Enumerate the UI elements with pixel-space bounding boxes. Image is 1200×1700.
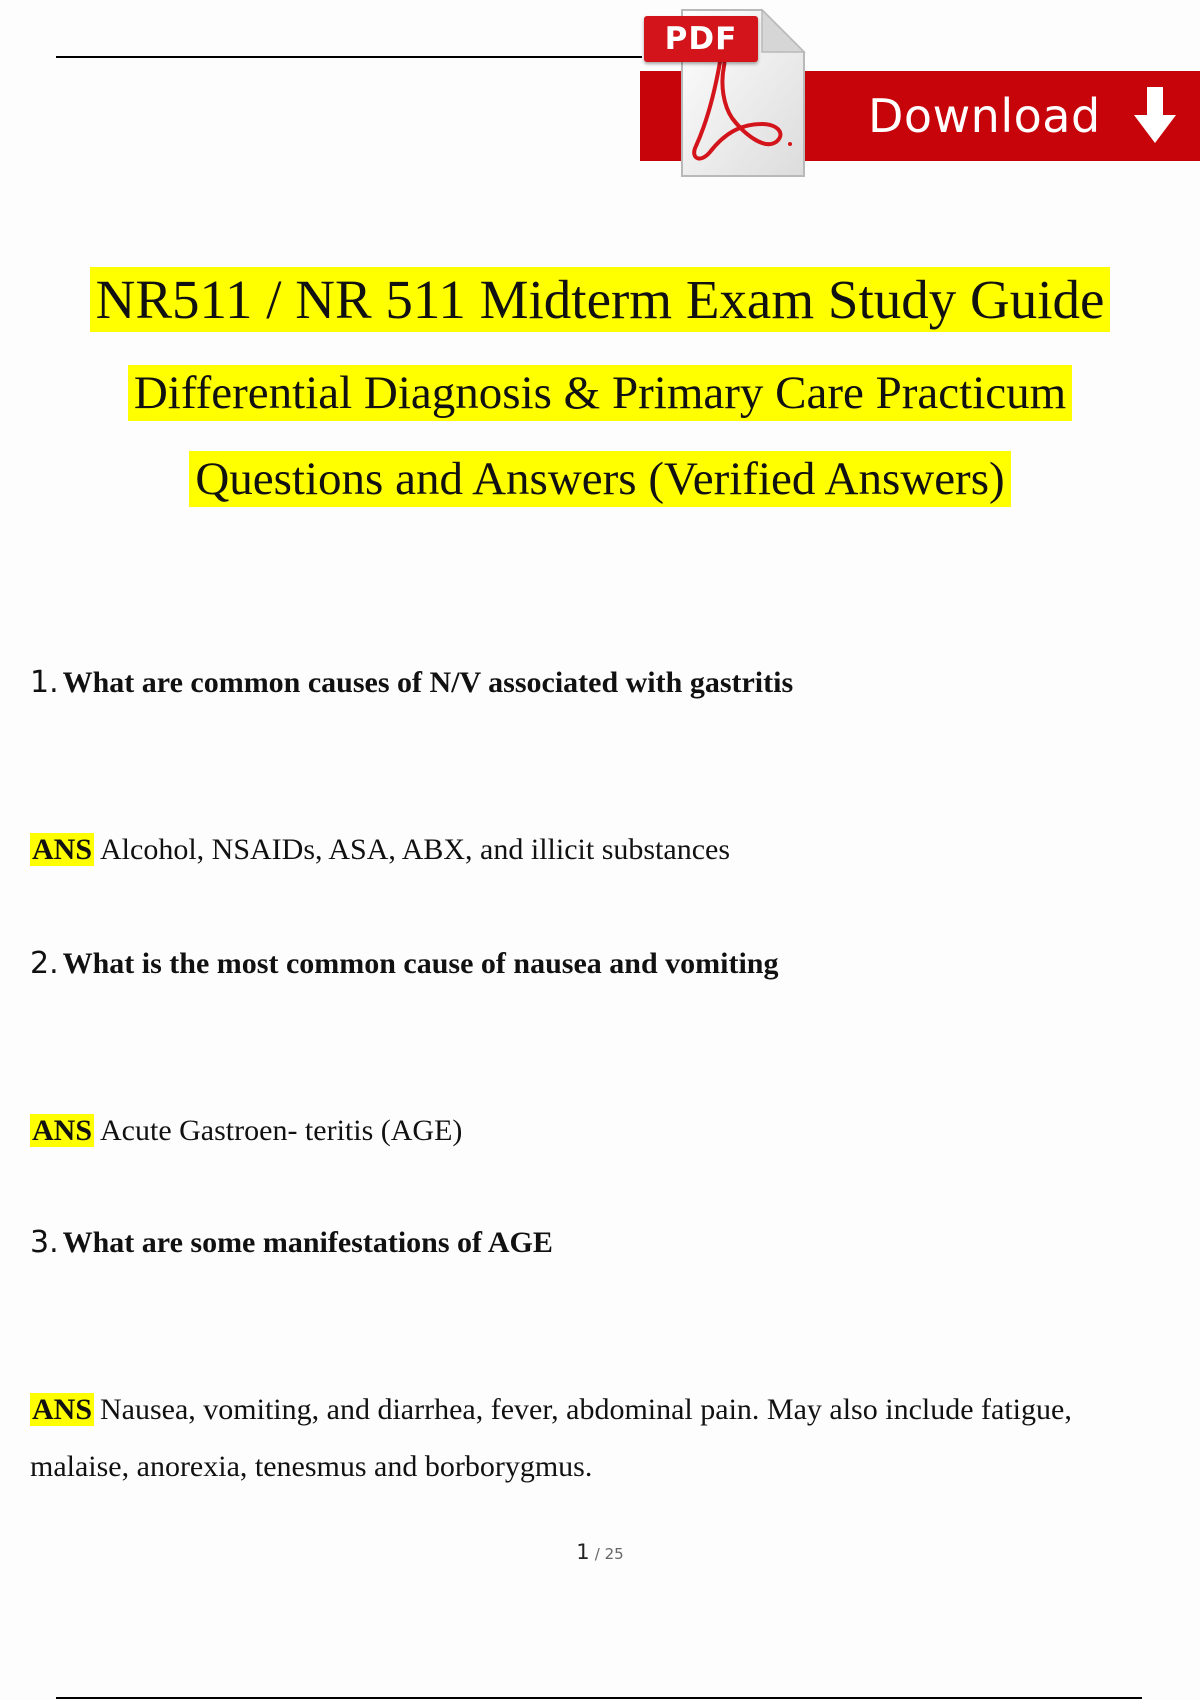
title-line-3-text: Questions and Answers (Verified Answers) (189, 451, 1010, 507)
question-text: What is the most common cause of nausea and vomiting (62, 947, 779, 980)
download-label: Download (868, 89, 1101, 143)
pdf-label: PDF (644, 16, 758, 62)
answer-text: Nausea, vomiting, and diarrhea, fever, abdominal pain. May also include fatigue, malaise, anorexia, tenesmus and borborygmus. (30, 1393, 1072, 1483)
question-2 (30, 944, 778, 984)
question-1 (30, 663, 793, 703)
top-rule (56, 56, 642, 58)
answer-tag: ANS (32, 1114, 93, 1147)
answer-text: Acute Gastroen- teritis (AGE) (100, 1114, 463, 1147)
bottom-rule (56, 1697, 1142, 1699)
page-indicator (0, 1540, 1200, 1564)
page-current: 1 (576, 1540, 590, 1564)
answer-tag: ANS (32, 833, 93, 866)
answer-text: Alcohol, NSAIDs, ASA, ABX, and illicit substances (100, 833, 731, 866)
page-total: / 25 (594, 1545, 624, 1563)
title-line-1-text: NR511 / NR 511 Midterm Exam Study Guide (90, 267, 1111, 332)
question-text: What are some manifestations of AGE (62, 1226, 553, 1259)
answer-1 (30, 821, 1150, 878)
question-number: 1. (30, 665, 59, 700)
title-line-1 (0, 262, 1200, 338)
answer-tag: ANS (32, 1393, 93, 1426)
title-line-3 (0, 446, 1200, 512)
title-line-2-text: Differential Diagnosis & Primary Care Practicum (128, 365, 1072, 421)
download-arrow-icon (1132, 87, 1178, 147)
question-text: What are common causes of N/V associated with gastritis (62, 666, 794, 699)
question-number: 2. (30, 946, 59, 981)
question-3 (30, 1223, 553, 1263)
question-number: 3. (30, 1225, 59, 1260)
pdf-file-icon (644, 6, 814, 182)
answer-2 (30, 1102, 1150, 1159)
answer-3 (30, 1381, 1150, 1495)
title-line-2 (0, 360, 1200, 426)
